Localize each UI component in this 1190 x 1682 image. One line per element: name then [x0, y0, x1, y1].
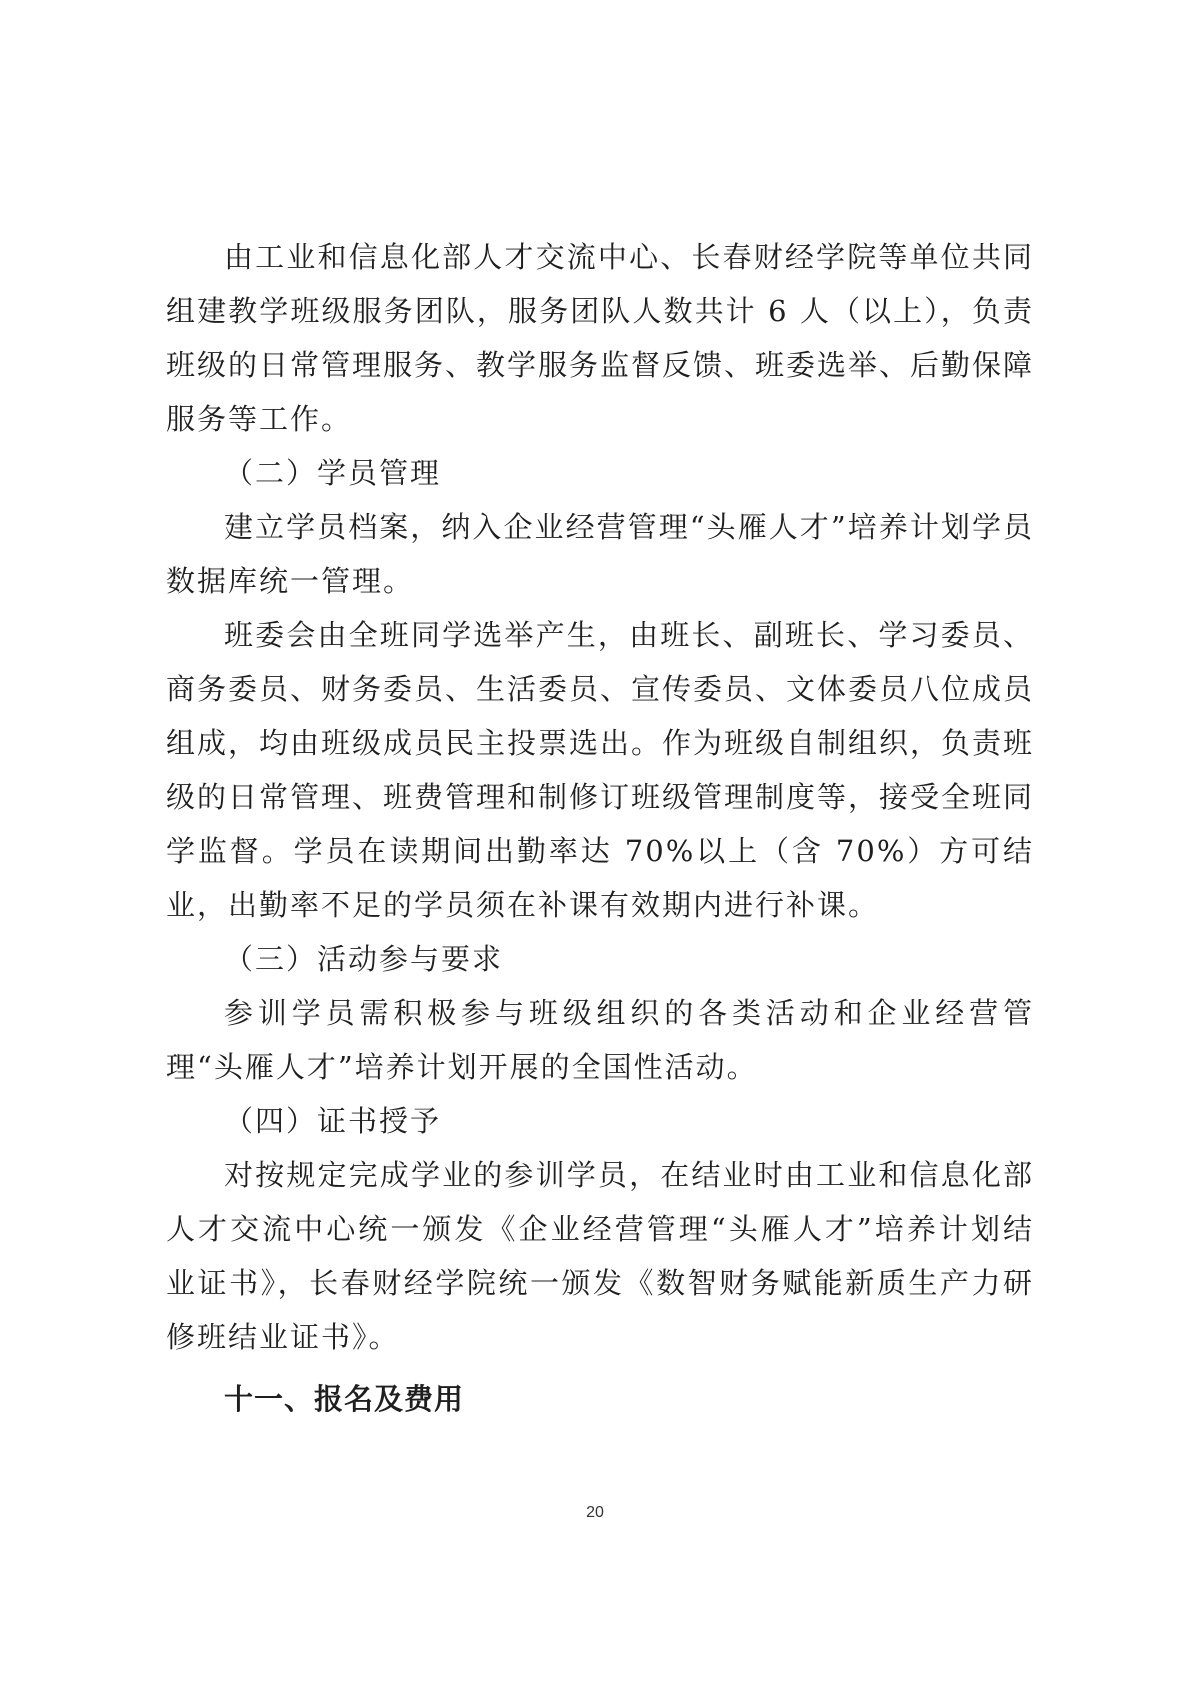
- subheading-activity-requirements: （三）活动参与要求: [224, 942, 504, 976]
- paragraph-certificate-award: 对按规定完成学业的参训学员，在结业时由工业和信息化部人才交流中心统一颁发《企业经营管理“头雁人才”培养计划结业证书》，长春财经学院统一颁发《数智财务赋能新质生产力研修班结业证书》。: [166, 1158, 1034, 1354]
- paragraph-student-archive: 建立学员档案，纳入企业经营管理“头雁人才”培养计划学员数据库统一管理。: [166, 510, 1034, 598]
- subheading-certificate: （四）证书授予: [224, 1104, 442, 1138]
- paragraph-activity-participation: 参训学员需积极参与班级组织的各类活动和企业经营管理“头雁人才”培养计划开展的全国性活动。: [166, 996, 1034, 1084]
- page-body: [166, 230, 1034, 1426]
- subheading-student-management: （二）学员管理: [224, 456, 442, 490]
- paragraph-class-committee: 班委会由全班同学选举产生，由班长、副班长、学习委员、商务委员、财务委员、生活委员、宣传委员、文体委员八位成员组成，均由班级成员民主投票选出。作为班级自制组织，负责班级的日常管理、班费管理和制修订班级管理制度等，接受全班同学监督。学员在读期间出勤率达 70%以上（含 70%）方可结业，出勤率不足的学员须在补课有效期内进行补课。: [166, 618, 1035, 922]
- page-number: 20: [586, 1504, 604, 1521]
- section-heading-registration-fees: 十一、报名及费用: [224, 1382, 465, 1416]
- paragraph-service-team: 由工业和信息化部人才交流中心、长春财经学院等单位共同组建教学班级服务团队，服务团队人数共计 6 人（以上），负责班级的日常管理服务、教学服务监督反馈、班委选举、后勤保障服务等工作。: [166, 240, 1035, 436]
